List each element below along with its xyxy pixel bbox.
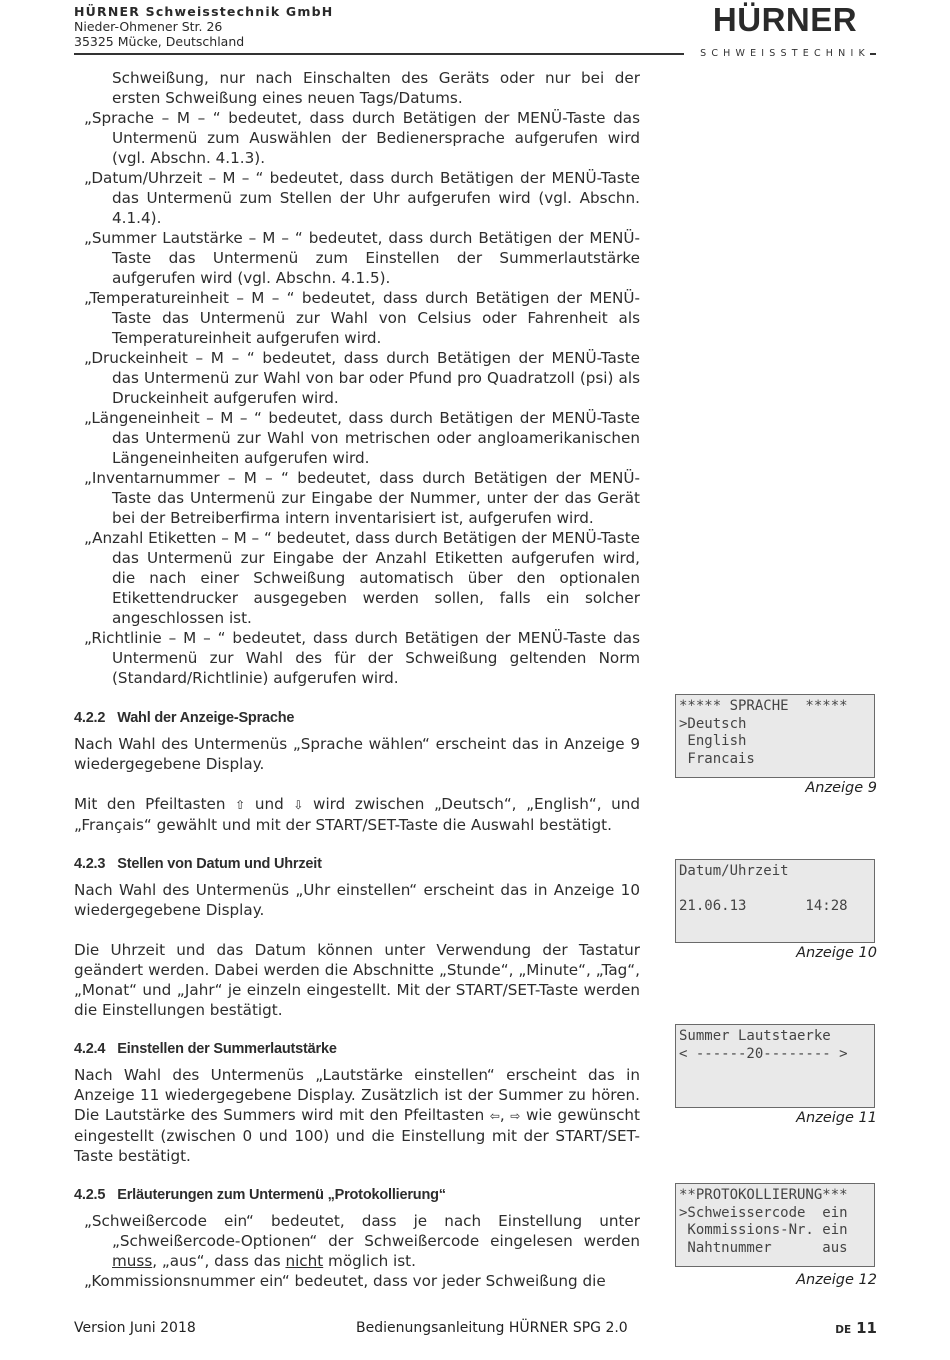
section-number: 4.2.2 bbox=[74, 710, 106, 726]
arrow-right-icon: ⇨ bbox=[510, 1109, 521, 1123]
section-heading-4-2-4 bbox=[74, 1039, 640, 1059]
section-number: 4.2.3 bbox=[74, 856, 106, 872]
caption-anzeige-11: Anzeige 11 bbox=[796, 1110, 877, 1126]
language-code: DE bbox=[835, 1324, 852, 1336]
company-street: Nieder-Ohmener Str. 26 bbox=[74, 19, 223, 34]
section-title: Erläuterungen zum Untermenü „Protokollierung“ bbox=[117, 1187, 446, 1203]
protokoll-item-kommission: „Kommissionsnummer ein“ bedeutet, dass vor jeder Schweißung die bbox=[84, 1272, 606, 1290]
footer-version: Version Juni 2018 bbox=[74, 1320, 196, 1336]
display-anzeige-12: **PROTOKOLLIERUNG*** >Schweissercode ein Kommissions-Nr. ein Nahtnummer aus bbox=[675, 1183, 875, 1267]
company-address bbox=[74, 4, 333, 49]
footer-manual-title: Bedienungsanleitung HÜRNER SPG 2.0 bbox=[356, 1320, 628, 1336]
header-rule bbox=[74, 53, 684, 55]
header-rule-end bbox=[870, 53, 876, 55]
caption-anzeige-10: Anzeige 10 bbox=[796, 945, 877, 961]
intro-continuation: Schweißung, nur nach Einschalten des Geräts oder nur bei der ersten Schweißung eines neuen Tags/Datums. bbox=[112, 69, 640, 107]
text-span: und bbox=[254, 795, 284, 813]
text-span: , „aus“, dass das bbox=[152, 1252, 281, 1270]
display-anzeige-11: Summer Lautstaerke < ------20-------- > bbox=[675, 1024, 875, 1108]
paragraph: Nach Wahl des Untermenüs „Uhr einstellen“ erscheint das in Anzeige 10 wiedergegebene Display. bbox=[74, 881, 640, 919]
section-title: Stellen von Datum und Uhrzeit bbox=[117, 856, 322, 872]
emphasis-nicht: nicht bbox=[285, 1252, 324, 1270]
text-span: wird zwischen „Deutsch“, „English“, und „Français“ gewählt und mit der START/SET-Taste die Auswahl bestätigt. bbox=[74, 795, 641, 834]
company-name: HÜRNER Schweisstechnik GmbH bbox=[74, 4, 334, 19]
paragraph: Die Uhrzeit und das Datum können unter Verwendung der Tastatur geändert werden. Dabei werden die Abschnitte „Stunde“, „Minute“, „Tag“, „Monat“ und „Jahr“ je einzeln eingestellt. Mit der START/SET-Taste werden die Einstellungen bestätigt. bbox=[74, 941, 640, 1019]
section-title: Einstellen der Summerlautstärke bbox=[117, 1041, 337, 1057]
text-span: möglich ist. bbox=[328, 1252, 416, 1270]
menu-item-datum: „Datum/Uhrzeit – M – “ bedeutet, dass durch Betätigen der MENÜ-Taste das Untermenü zum Stellen der Uhr aufgerufen wird (vgl. Abschn. 4.1.4). bbox=[84, 169, 640, 227]
text-span: Nach Wahl des Untermenüs „Lautstärke einstellen“ erscheint das in Anzeige 11 wiedergegebene Display. Zusätzlich ist der Summer zu hören. Die Lautstärke des Summers wird mit den Pfeiltasten bbox=[74, 1066, 640, 1124]
text-span: wie gewünscht eingestellt (zwischen 0 und 100) und die Einstellung mit der START/SET-Taste bestätigt. bbox=[74, 1106, 641, 1165]
menu-item-inventar: „Inventarnummer – M – “ bedeutet, dass durch Betätigen der MENÜ-Taste das Untermenü zur Eingabe der Nummer, unter der das Gerät bei der Betreiberfirma intern inventarisiert ist, aufgerufen wird. bbox=[84, 469, 640, 527]
display-anzeige-9: ***** SPRACHE ***** >Deutsch English Francais bbox=[675, 694, 875, 778]
arrow-down-icon: ⇩ bbox=[293, 798, 304, 812]
menu-item-temperatur: „Temperatureinheit – M – “ bedeutet, dass durch Betätigen der MENÜ-Taste das Untermenü zur Wahl von Celsius oder Fahrenheit als Temperatureinheit aufgerufen wird. bbox=[84, 289, 640, 347]
menu-item-richtlinie: „Richtlinie – M – “ bedeutet, dass durch Betätigen der MENÜ-Taste das Untermenü zur Wahl des für der Schweißung geltenden Norm (Standard/Richtlinie) aufgerufen wird. bbox=[84, 629, 640, 687]
company-logo bbox=[694, 2, 876, 59]
section-title: Wahl der Anzeige-Sprache bbox=[117, 710, 295, 726]
menu-item-laenge: „Längeneinheit – M – “ bedeutet, dass durch Betätigen der MENÜ-Taste das Untermenü zur Wahl von metrischen oder angloamerikanischen Längeneinheiten aufgerufen wird. bbox=[84, 409, 640, 467]
arrow-left-icon: ⇦ bbox=[489, 1109, 500, 1123]
emphasis-muss: muss bbox=[112, 1252, 153, 1270]
logo-brand: HÜRNER bbox=[712, 1, 858, 38]
paragraph: Nach Wahl des Untermenüs „Lautstärke einstellen“ erscheint das in Anzeige 11 wiedergegebene Display. Zusätzlich ist der Summer zu hören. Die Lautstärke des Summers wird mit den Pfeiltasten ⇦, ⇨ wie gewünscht eingestellt (zwischen 0 und 100) und die Einstellung mit der START/SET-Taste bestätigt. bbox=[74, 1066, 641, 1165]
section-number: 4.2.4 bbox=[74, 1041, 106, 1057]
text-span: „Schweißercode ein“ bedeutet, dass je nach Einstellung unter „Schweißercode-Optionen“ der Schweißercode eingelesen werden bbox=[84, 1212, 640, 1250]
text-span: Mit den Pfeiltasten bbox=[74, 795, 226, 813]
main-text-column bbox=[74, 68, 640, 1291]
paragraph: Nach Wahl des Untermenüs „Sprache wählen“ erscheint das in Anzeige 9 wiedergegebene Display. bbox=[74, 735, 640, 773]
page-number-value: 11 bbox=[856, 1319, 877, 1337]
section-heading-4-2-5 bbox=[74, 1185, 640, 1205]
company-city: 35325 Mücke, Deutschland bbox=[74, 34, 245, 49]
protokoll-item-schweissercode bbox=[74, 1211, 640, 1271]
caption-anzeige-9: Anzeige 9 bbox=[805, 780, 877, 796]
paragraph bbox=[74, 794, 640, 835]
logo-subtitle: SCHWEISSTECHNIK bbox=[700, 48, 870, 59]
section-heading-4-2-3 bbox=[74, 854, 640, 874]
caption-anzeige-12: Anzeige 12 bbox=[796, 1272, 877, 1288]
section-number: 4.2.5 bbox=[74, 1187, 106, 1203]
page-number bbox=[835, 1318, 877, 1337]
menu-item-summer: „Summer Lautstärke – M – “ bedeutet, dass durch Betätigen der MENÜ-Taste das Untermenü zum Einstellen der Summerlautstärke aufgerufen wird (vgl. Abschn. 4.1.5). bbox=[84, 229, 640, 287]
menu-item-sprache: „Sprache – M – “ bedeutet, dass durch Betätigen der MENÜ-Taste das Untermenü zum Auswählen der Bedienersprache aufgerufen wird (vgl. Abschn. 4.1.3). bbox=[84, 109, 640, 167]
arrow-up-icon: ⇧ bbox=[235, 798, 246, 812]
menu-item-etiketten: „Anzahl Etiketten – M – “ bedeutet, dass durch Betätigen der MENÜ-Taste das Untermenü zur Eingabe der Anzahl Etiketten aufgerufen wird, die nach einer Schweißung automatisch über den optionalen Etikettendrucker ausgegeben werden sollen, falls ein solcher angeschlossen ist. bbox=[84, 529, 640, 627]
section-heading-4-2-2 bbox=[74, 708, 640, 728]
menu-item-druck: „Druckeinheit – M – “ bedeutet, dass durch Betätigen der MENÜ-Taste das Untermenü zur Wahl von bar oder Pfund pro Quadratzoll (psi) als Druckeinheit aufgerufen wird. bbox=[84, 349, 640, 407]
display-anzeige-10: Datum/Uhrzeit 21.06.13 14:28 bbox=[675, 859, 875, 943]
